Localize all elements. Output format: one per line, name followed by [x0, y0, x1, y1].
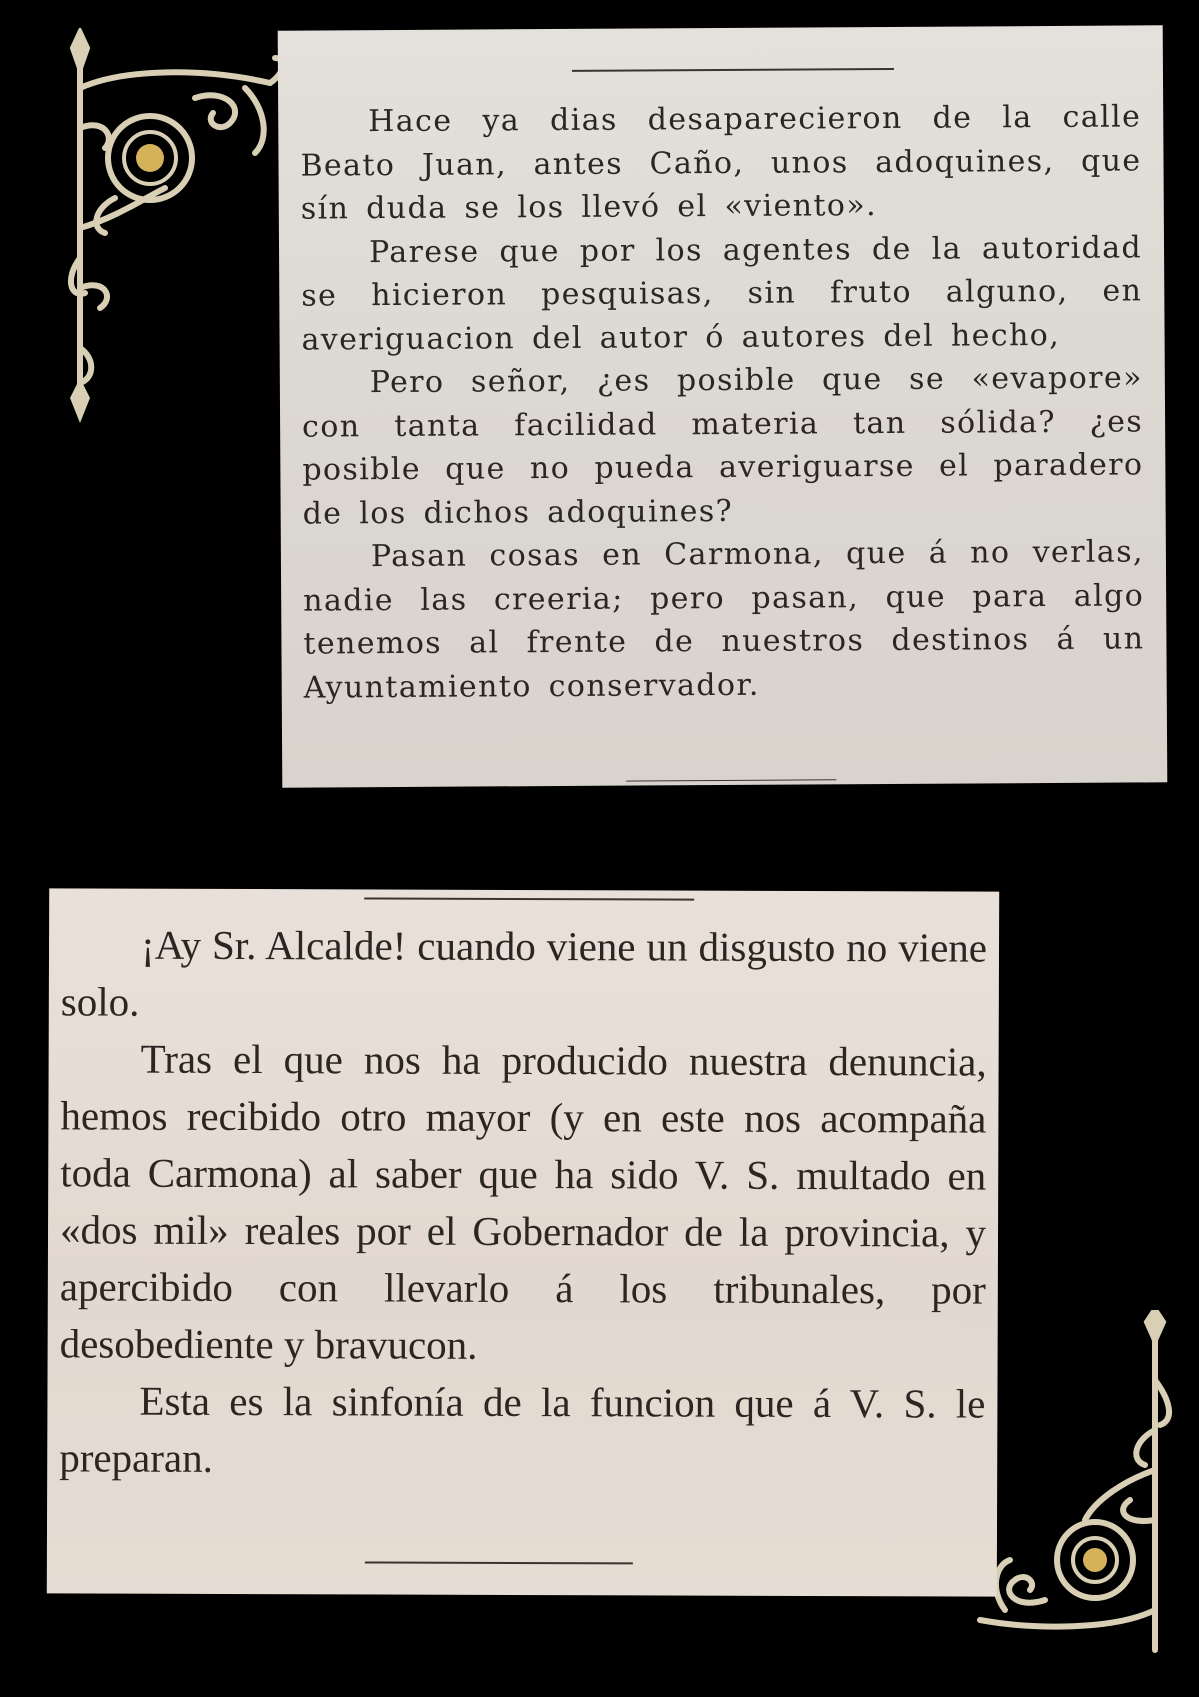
paragraph: ¡Ay Sr. Alcalde! cuando viene un disgusto no viene solo.: [60, 921, 988, 1025]
separator-rule: [364, 897, 694, 900]
separator-rule: [365, 1561, 633, 1564]
separator-rule: [572, 68, 894, 72]
newspaper-clipping-adoquines: [278, 25, 1168, 787]
paragraph: Pasan cosas en Carmona, que á no verlas, nadie las creeria; pero pasan, que para algo tenemos al frente de nuestros destinos á un Ayuntamiento conservador.: [303, 534, 1145, 706]
paragraph: Pero señor, ¿es posible que se «evapore» con tanta facilidad materia tan sólida? ¿es posible que no pueda averiguarse el paradero de los dichos adoquines?: [302, 360, 1144, 532]
newspaper-clipping-alcalde: [47, 888, 999, 1596]
paragraph: Tras el que nos ha producido nuestra denuncia, hemos recibido otro mayor (y en este nos acompaña toda Carmona) al saber que ha sido V. S. multado en «dos mil» reales por el Gobernador de la provincia, y apercibido con llevarlo á los tribunales, por desobediente y bravucon.: [59, 1035, 987, 1368]
filigree-corner-ornament-icon: [975, 1310, 1185, 1670]
paragraph: Hace ya dias desaparecieron de la calle Beato Juan, antes Caño, unos adoquines, que sín duda se los llevó el «viento».: [300, 99, 1142, 227]
filigree-corner-ornament-icon: [55, 28, 295, 428]
paragraph: Parese que por los agentes de la autoridad se hicieron pesquisas, sin fruto alguno, en averiguacion del autor ó autores del hecho,: [301, 229, 1143, 358]
separator-rule: [626, 779, 836, 781]
paragraph: Esta es la sinfonía de la funcion que á V. S. le preparan.: [59, 1377, 986, 1481]
